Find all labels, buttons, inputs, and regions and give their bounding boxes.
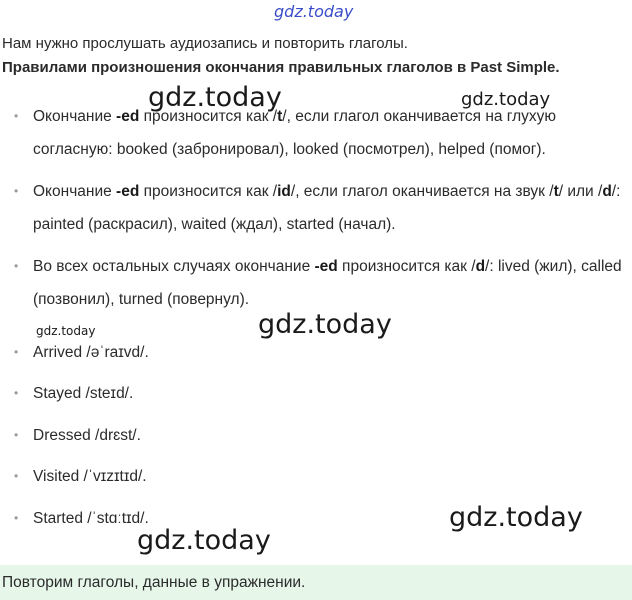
footer-text: Повторим глаголы, данные в упражнении. xyxy=(2,574,306,591)
watermark: gdz.today xyxy=(36,324,96,338)
watermark: gdz.today xyxy=(449,502,583,533)
watermark: gdz.today xyxy=(137,525,271,556)
rule-item xyxy=(14,250,626,316)
bullet-icon: • xyxy=(14,259,19,273)
word-item xyxy=(14,460,626,493)
rule-text: Окончание -ed произносится как /t/, если глагол оканчивается на глухую согласную: booked (забронировал), looked (посмотрел), helped (помог). xyxy=(33,108,557,158)
bullet-icon: • xyxy=(14,428,19,442)
word-text: Started /ˈstɑːtɪd/. xyxy=(33,510,149,527)
word-item xyxy=(14,336,626,369)
watermark: gdz.today xyxy=(148,82,282,113)
bullet-icon: • xyxy=(14,386,19,400)
word-text: Visited /ˈvɪzɪtɪd/. xyxy=(33,468,147,485)
bullet-icon: • xyxy=(14,511,19,525)
word-text: Dressed /drɛst/. xyxy=(33,427,141,444)
watermark-top: gdz.today xyxy=(274,2,354,21)
word-text: Arrived /əˈraɪvd/. xyxy=(33,344,149,361)
rule-item xyxy=(14,100,626,166)
word-item xyxy=(14,377,626,410)
intro-text: Нам нужно прослушать аудиозапись и повторить глаголы. xyxy=(2,35,408,52)
watermark: gdz.today xyxy=(258,309,392,340)
rule-text: Во всех остальных случаях окончание -ed произносится как /d/: lived (жил), called (позвонил), turned (повернул). xyxy=(33,258,622,308)
rule-item xyxy=(14,175,626,241)
footer-banner xyxy=(0,565,632,600)
word-text: Stayed /steɪd/. xyxy=(33,385,134,402)
rules-heading: Правилами произношения окончания правильных глаголов в Past Simple. xyxy=(2,59,560,76)
bullet-icon: • xyxy=(14,109,19,123)
bullet-icon: • xyxy=(14,184,19,198)
bullet-icon: • xyxy=(14,345,19,359)
rule-text: Окончание -ed произносится как /id/, если глагол оканчивается на звук /t/ или /d/: painted (раскрасил), waited (ждал), started (начал). xyxy=(33,183,621,233)
word-item xyxy=(14,419,626,452)
bullet-icon: • xyxy=(14,469,19,483)
watermark: gdz.today xyxy=(461,89,551,110)
word-item xyxy=(14,502,626,535)
